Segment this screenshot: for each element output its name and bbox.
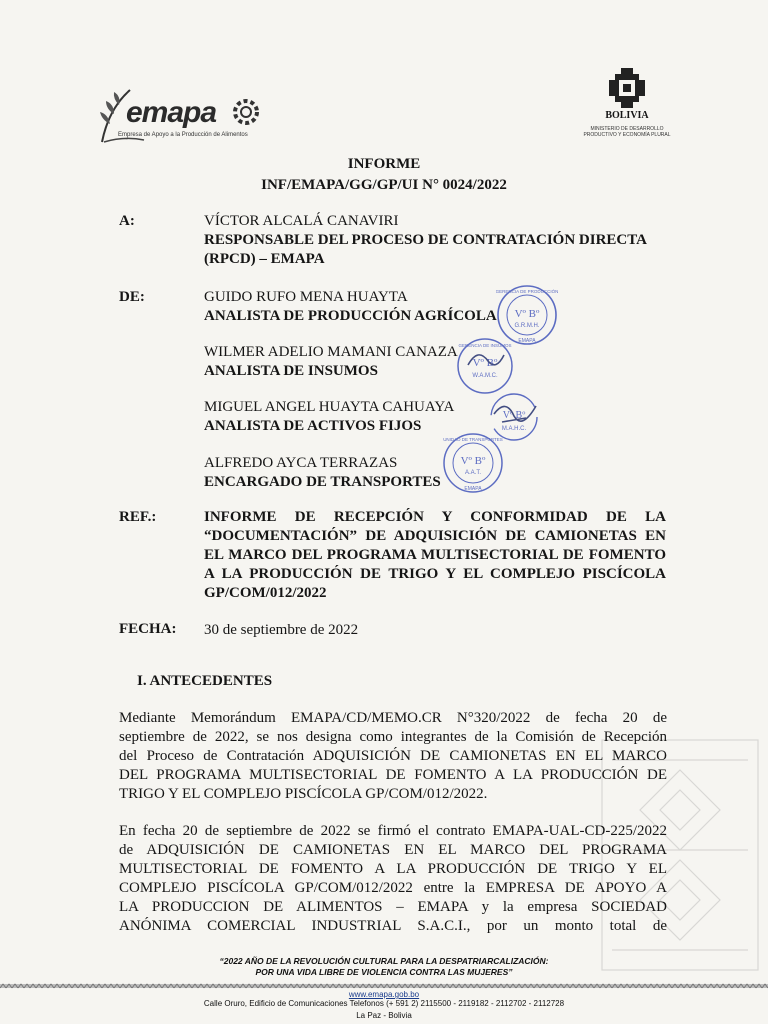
stamp-mark: Vº Bº <box>460 455 486 467</box>
paragraph <box>119 709 667 804</box>
paragraph-line: TRIGO Y EL COMPLEJO PISCÍCOLA GP/COM/012/2022. <box>119 786 488 802</box>
document-type: INFORME <box>347 156 421 172</box>
sender-role: ANALISTA DE ACTIVOS FIJOS <box>204 418 422 434</box>
ref-line: EL MARCO DEL PROGRAMA MULTISECTORIAL DE FOMENTO <box>204 547 666 563</box>
paragraph-line: Mediante Memorándum EMAPA/CD/MEMO.CR N°320/2022 de fecha 20 de <box>119 710 667 726</box>
paragraph-line: COMPLEJO PISCÍCOLA GP/COM/012/2022 entre la EMPRESA DE APOYO A <box>119 880 667 896</box>
emapa-tagline: Empresa de Apoyo a la Producción de Alimentos <box>118 132 248 138</box>
reference-subject <box>204 508 666 603</box>
to-label: A: <box>119 213 135 229</box>
sender-name: MIGUEL ANGEL HUAYTA CAHUAYA <box>204 399 455 415</box>
chakana-icon <box>607 68 647 108</box>
ref-line: GP/COM/012/2022 <box>204 585 327 601</box>
sender-name: WILMER ADELIO MAMANI CANAZA <box>204 344 458 360</box>
ref-line: A LA PRODUCCIÓN DE TRIGO Y EL COMPLEJO PISCÍCOLA <box>204 566 666 582</box>
date-value: 30 de septiembre de 2022 <box>204 622 359 638</box>
approval-stamp <box>442 432 504 494</box>
sender-name: GUIDO RUFO MENA HUAYTA <box>204 289 408 305</box>
stamp-mark: Vº Bº <box>502 410 526 421</box>
paragraph-line: MULTISECTORIAL DE FOMENTO A LA PRODUCCIÓN DE TRIGO Y EL <box>119 861 667 877</box>
recipient <box>204 212 647 269</box>
website-link[interactable]: www.emapa.gob.bo <box>348 990 420 999</box>
sender <box>204 343 458 381</box>
footer-city: La Paz - Bolivia <box>356 1011 412 1020</box>
section-heading: I. ANTECEDENTES <box>137 673 273 689</box>
footer-slogan: POR UNA VIDA LIBRE DE VIOLENCIA CONTRA LAS MUJERES” <box>255 967 513 977</box>
ref-label: REF.: <box>119 509 157 525</box>
recipient-role: RESPONSABLE DEL PROCESO DE CONTRATACIÓN DIRECTA <box>204 232 647 248</box>
footer-pattern-band <box>0 982 768 990</box>
stamp-ring: UNIDAD DE TRANSPORTES <box>443 437 503 442</box>
emapa-logo <box>96 82 266 154</box>
paragraph-line: de ADQUISICIÓN DE CAMIONETAS EN EL MARCO DEL PROGRAMA <box>119 842 667 858</box>
emapa-wordmark: emapa <box>126 96 217 129</box>
date-label: FECHA: <box>119 621 177 637</box>
paragraph <box>119 822 667 936</box>
bolivia-logo <box>582 66 672 150</box>
paragraph-line: ANÓNIMA COMERCIAL INDUSTRIAL S.A.C.I., por un monto total de <box>119 918 667 934</box>
sender-role: ANALISTA DE PRODUCCIÓN AGRÍCOLA <box>204 308 497 324</box>
stamp-initials: A.A.T. <box>464 470 482 476</box>
sender <box>204 454 441 492</box>
stamp-foot: EMAPA <box>518 338 536 344</box>
stamp-initials: W.A.M.C. <box>472 373 498 379</box>
paragraph-line: septiembre de 2022, se nos designa como integrantes de la Comisión de Recepción <box>119 729 667 745</box>
ministry-name: MINISTERIO DE DESARROLLO PRODUCTIVO Y ECONOMÍA PLURAL <box>583 126 671 138</box>
ref-line: “DOCUMENTACIÓN” DE ADQUISICIÓN DE CAMIONETAS EN <box>204 528 666 544</box>
paragraph-line: DEL PROGRAMA MULTISECTORIAL DE FOMENTO A LA PRODUCCIÓN DE <box>119 767 667 783</box>
recipient-name: VÍCTOR ALCALÁ CANAVIRI <box>204 213 399 229</box>
sender-name: ALFREDO AYCA TERRAZAS <box>204 455 398 471</box>
paragraph-line: del Proceso de Contratación ADQUISICIÓN DE CAMIONETAS EN EL MARCO <box>119 748 667 764</box>
ref-line: INFORME DE RECEPCIÓN Y CONFORMIDAD DE LA <box>204 509 666 525</box>
stamp-mark: Vº Bº <box>514 308 540 320</box>
from-label: DE: <box>119 289 145 305</box>
document-number: INF/EMAPA/GG/GP/UI N° 0024/2022 <box>261 177 507 193</box>
approval-stamp <box>456 337 514 395</box>
footer-slogan: “2022 AÑO DE LA REVOLUCIÓN CULTURAL PARA LA DESPATRIARCALIZACIÓN: <box>219 956 549 966</box>
paragraph-line: LA PRODUCCION DE ALIMENTOS – EMAPA y la empresa SOCIEDAD <box>119 899 667 915</box>
stamp-foot: EMAPA <box>464 486 482 492</box>
stamp-ring: GERENCIA DE PRODUCCIÓN <box>496 289 558 294</box>
stamp-initials: M.A.H.C. <box>501 426 527 432</box>
stamp-ring: GERENCIA DE INSUMOS <box>458 343 512 348</box>
sender <box>204 398 454 436</box>
stamp-mark: Vº Bº <box>472 357 498 369</box>
sender-role: ANALISTA DE INSUMOS <box>204 363 378 379</box>
footer-address: Calle Oruro, Edificio de Comunicaciones Telefonos (+ 591 2) 2115500 - 2119182 - 2112702 - 2112728 <box>203 999 565 1008</box>
sender-role: ENCARGADO DE TRANSPORTES <box>204 474 441 490</box>
bolivia-wordmark: BOLIVIA <box>605 110 649 121</box>
recipient-role-cont: (RPCD) – EMAPA <box>204 251 325 267</box>
stamp-initials: G.R.M.H. <box>514 323 540 329</box>
paragraph-line: En fecha 20 de septiembre de 2022 se firmó el contrato EMAPA-UAL-CD-225/2022 <box>119 823 667 839</box>
sender <box>204 288 497 326</box>
